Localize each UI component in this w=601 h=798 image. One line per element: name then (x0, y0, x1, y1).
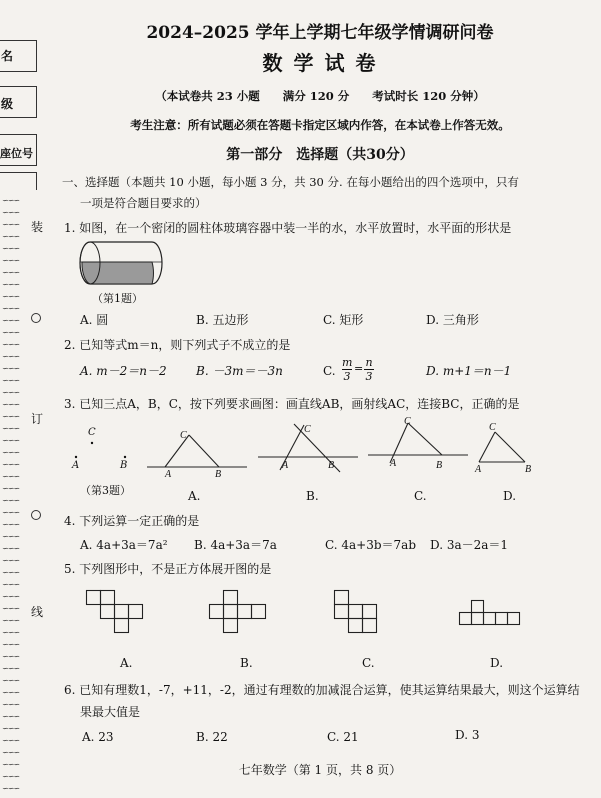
seat-label: 座位号 (0, 147, 33, 160)
svg-text:B: B (215, 469, 222, 480)
border-ornament: ∽∽∽ (2, 388, 20, 397)
net-square (224, 619, 238, 633)
net-square (460, 613, 472, 625)
q3-option-d: D. (503, 489, 517, 503)
net-square (224, 591, 238, 605)
q3-point-c: C (88, 427, 96, 438)
border-ornament: ∽∽∽ (2, 616, 20, 625)
border-ornament: ∽∽∽ (2, 484, 20, 493)
class-label: 级 (1, 97, 14, 111)
q2-stem: 2. 已知等式m＝n，则下列式子不成立的是 (64, 338, 291, 352)
q2-option-d: D. m+1＝n－1 (426, 364, 512, 378)
net-square (210, 605, 224, 619)
border-ornament: ∽∽∽ (2, 304, 20, 313)
net-square (115, 619, 129, 633)
border-ornament: ∽∽∽ (2, 400, 20, 409)
q3-option-a: A. (188, 489, 201, 503)
border-ornament: ∽∽∽ (2, 364, 20, 373)
svg-text:C: C (404, 416, 411, 427)
binding-strip (0, 0, 44, 798)
q3-point-a: A (72, 460, 80, 471)
border-ornament: ∽∽∽ (2, 700, 20, 709)
q3-points-figure (70, 430, 130, 470)
name-label: 名 (1, 49, 14, 63)
q2-option-a: A. m－2＝n－2 (80, 364, 167, 378)
border-ornament: ∽∽∽ (2, 292, 20, 301)
net-square (129, 605, 143, 619)
border-ornament: ∽∽∽ (2, 316, 20, 325)
q5-option-b: B. (240, 656, 253, 670)
border-ornament: ∽∽∽ (2, 628, 20, 637)
border-ornament: ∽∽∽ (2, 244, 20, 253)
net-square (87, 591, 101, 605)
svg-text:B: B (328, 460, 335, 471)
border-ornament: ∽∽∽ (2, 508, 20, 517)
q5-option-a: A. (120, 656, 133, 670)
q1-option-c: C. 矩形 (323, 313, 364, 327)
q6-stem-line2: 果最大值是 (80, 705, 141, 719)
exam-notice: 考生注意：所有试题必须在答题卡指定区域内作答，在本试卷上作答无效。 (130, 118, 510, 132)
border-ornament: ∽∽∽ (2, 472, 20, 481)
border-ornament: ∽∽∽ (2, 196, 20, 205)
page-footer: 七年数学（第 1 页，共 8 页） (238, 763, 402, 777)
q5-option-c: C. (362, 656, 375, 670)
q3-stem: 3. 已知三点A，B，C，按下列要求画图：画直线AB，画射线AC，连接BC，正确的是 (64, 397, 520, 411)
q1-option-b: B. 五边形 (196, 313, 249, 327)
binding-char-xian: 线 (31, 605, 44, 619)
q5-option-d: D. (490, 656, 504, 670)
border-ornament: ∽∽∽ (2, 676, 20, 685)
q3-option-a-figure (145, 425, 250, 480)
q1-option-d: D. 三角形 (426, 313, 479, 327)
svg-text:A: A (475, 464, 482, 475)
q3-option-d-figure (475, 420, 545, 475)
fraction-left-numerator: m (342, 356, 353, 369)
fraction-right-denominator: 3 (365, 370, 373, 383)
net-square (496, 613, 508, 625)
border-ornament: ∽∽∽ (2, 712, 20, 721)
border-ornament: ∽∽∽ (2, 220, 20, 229)
q4-option-b: B. 4a+3a＝7a (194, 538, 277, 552)
exam-title: 2024–2025 学年上学期七年级学情调研问卷 (146, 23, 494, 43)
section-intro-line2: 一项是符合题目要求的） (80, 196, 207, 210)
net-square (508, 613, 520, 625)
border-ornament: ∽∽∽ (2, 448, 20, 457)
q3-option-c: C. (414, 489, 427, 503)
q3-point-b: B (120, 460, 128, 471)
border-ornament: ∽∽∽ (2, 568, 20, 577)
net-square (363, 605, 377, 619)
blank-box (0, 172, 37, 190)
border-ornament: ∽∽∽ (2, 724, 20, 733)
border-ornament: ∽∽∽ (2, 376, 20, 385)
q4-option-c: C. 4a+3b＝7ab (325, 538, 417, 552)
svg-text:A: A (282, 460, 289, 471)
q2-option-b: B. －3m＝－3n (196, 364, 283, 378)
fraction-left-denominator: 3 (343, 370, 351, 383)
q5-net-b (209, 590, 279, 640)
q5-stem: 5. 下列图形中，不是正方体展开图的是 (64, 562, 272, 576)
q2-option-c: C. (323, 364, 336, 378)
border-ornament: ∽∽∽ (2, 736, 20, 745)
net-square (349, 619, 363, 633)
net-square (349, 605, 363, 619)
q4-option-a: A. 4a+3a＝7a² (80, 538, 168, 552)
border-ornament: ∽∽∽ (2, 280, 20, 289)
border-ornament: ∽∽∽ (2, 340, 20, 349)
net-square (101, 605, 115, 619)
border-ornament: ∽∽∽ (2, 412, 20, 421)
q3-option-b: B. (306, 489, 319, 503)
binding-hole-1 (31, 313, 41, 323)
q4-stem: 4. 下列运算一定正确的是 (64, 514, 200, 528)
q6-option-d: D. 3 (455, 728, 480, 742)
border-ornament: ∽∽∽ (2, 580, 20, 589)
svg-text:C: C (180, 430, 187, 441)
border-ornament: ∽∽∽ (2, 772, 20, 781)
svg-text:B: B (525, 464, 532, 475)
net-square (252, 605, 266, 619)
net-square (335, 591, 349, 605)
q6-option-b: B. 22 (196, 730, 228, 744)
net-square (335, 605, 349, 619)
border-ornament: ∽∽∽ (2, 352, 20, 361)
border-ornament: ∽∽∽ (2, 688, 20, 697)
border-ornament: ∽∽∽ (2, 436, 20, 445)
q1-option-a: A. 圆 (80, 313, 109, 327)
q1-caption: （第1题） (92, 292, 143, 305)
border-ornament: ∽∽∽ (2, 640, 20, 649)
border-ornament: ∽∽∽ (2, 592, 20, 601)
exam-info: （本试卷共 23 小题 满分 120 分 考试时长 120 分钟） (155, 89, 485, 103)
q1-stem: 1. 如图，在一个密闭的圆柱体玻璃容器中装一半的水，水平放置时，水平面的形状是 (64, 221, 512, 235)
border-ornament: ∽∽∽ (2, 652, 20, 661)
border-ornament: ∽∽∽ (2, 544, 20, 553)
net-square (484, 613, 496, 625)
border-ornament: ∽∽∽ (2, 520, 20, 529)
q6-option-c: C. 21 (327, 730, 359, 744)
fraction-right-numerator: n (365, 356, 373, 369)
border-ornament: ∽∽∽ (2, 256, 20, 265)
border-ornament: ∽∽∽ (2, 460, 20, 469)
binding-char-zhuang: 装 (31, 220, 44, 234)
border-ornament: ∽∽∽ (2, 328, 20, 337)
q3-option-b-figure (258, 420, 358, 480)
border-ornament: ∽∽∽ (2, 556, 20, 565)
net-square (472, 601, 484, 613)
q5-net-a (86, 590, 156, 640)
border-ornament: ∽∽∽ (2, 532, 20, 541)
net-square (363, 619, 377, 633)
binding-char-ding: 订 (31, 412, 44, 426)
q6-stem-line1: 6. 已知有理数1，-7，+11，-2，通过有理数的加减混合运算，使其运算结果最大，则这个运算结 (64, 683, 580, 697)
net-square (115, 605, 129, 619)
svg-text:C: C (304, 424, 311, 435)
q5-net-c (334, 590, 404, 640)
q3-caption: （第3题） (80, 484, 131, 497)
q4-option-d: D. 3a－2a＝1 (430, 538, 509, 552)
binding-hole-2 (31, 510, 41, 520)
svg-text:B: B (436, 460, 443, 471)
border-ornament: ∽∽∽ (2, 604, 20, 613)
q6-option-a: A. 23 (82, 730, 114, 744)
subject-title: 数 学 试 卷 (262, 51, 378, 75)
net-square (238, 605, 252, 619)
border-ornament: ∽∽∽ (2, 748, 20, 757)
fraction-equals: = (354, 362, 364, 375)
border-ornament: ∽∽∽ (2, 496, 20, 505)
section-title: 第一部分 选择题（共30分） (226, 147, 414, 163)
section-intro-line1: 一、选择题（本题共 10 小题，每小题 3 分，共 30 分. 在每小题给出的四个选项中，只有 (62, 175, 519, 189)
net-square (101, 591, 115, 605)
border-ornament: ∽∽∽ (2, 760, 20, 769)
border-ornament: ∽∽∽ (2, 208, 20, 217)
border-ornament: ∽∽∽ (2, 424, 20, 433)
q3-option-c-figure (368, 418, 468, 478)
q1-cylinder-figure (76, 238, 166, 292)
border-ornament: ∽∽∽ (2, 268, 20, 277)
q5-net-d (459, 600, 529, 640)
svg-text:A: A (390, 458, 397, 469)
net-square (472, 613, 484, 625)
border-ornament: ∽∽∽ (2, 664, 20, 673)
svg-text:A: A (165, 469, 172, 480)
svg-text:C: C (489, 422, 496, 433)
net-square (224, 605, 238, 619)
border-ornament: ∽∽∽ (2, 232, 20, 241)
border-ornament: ∽∽∽ (2, 784, 20, 793)
